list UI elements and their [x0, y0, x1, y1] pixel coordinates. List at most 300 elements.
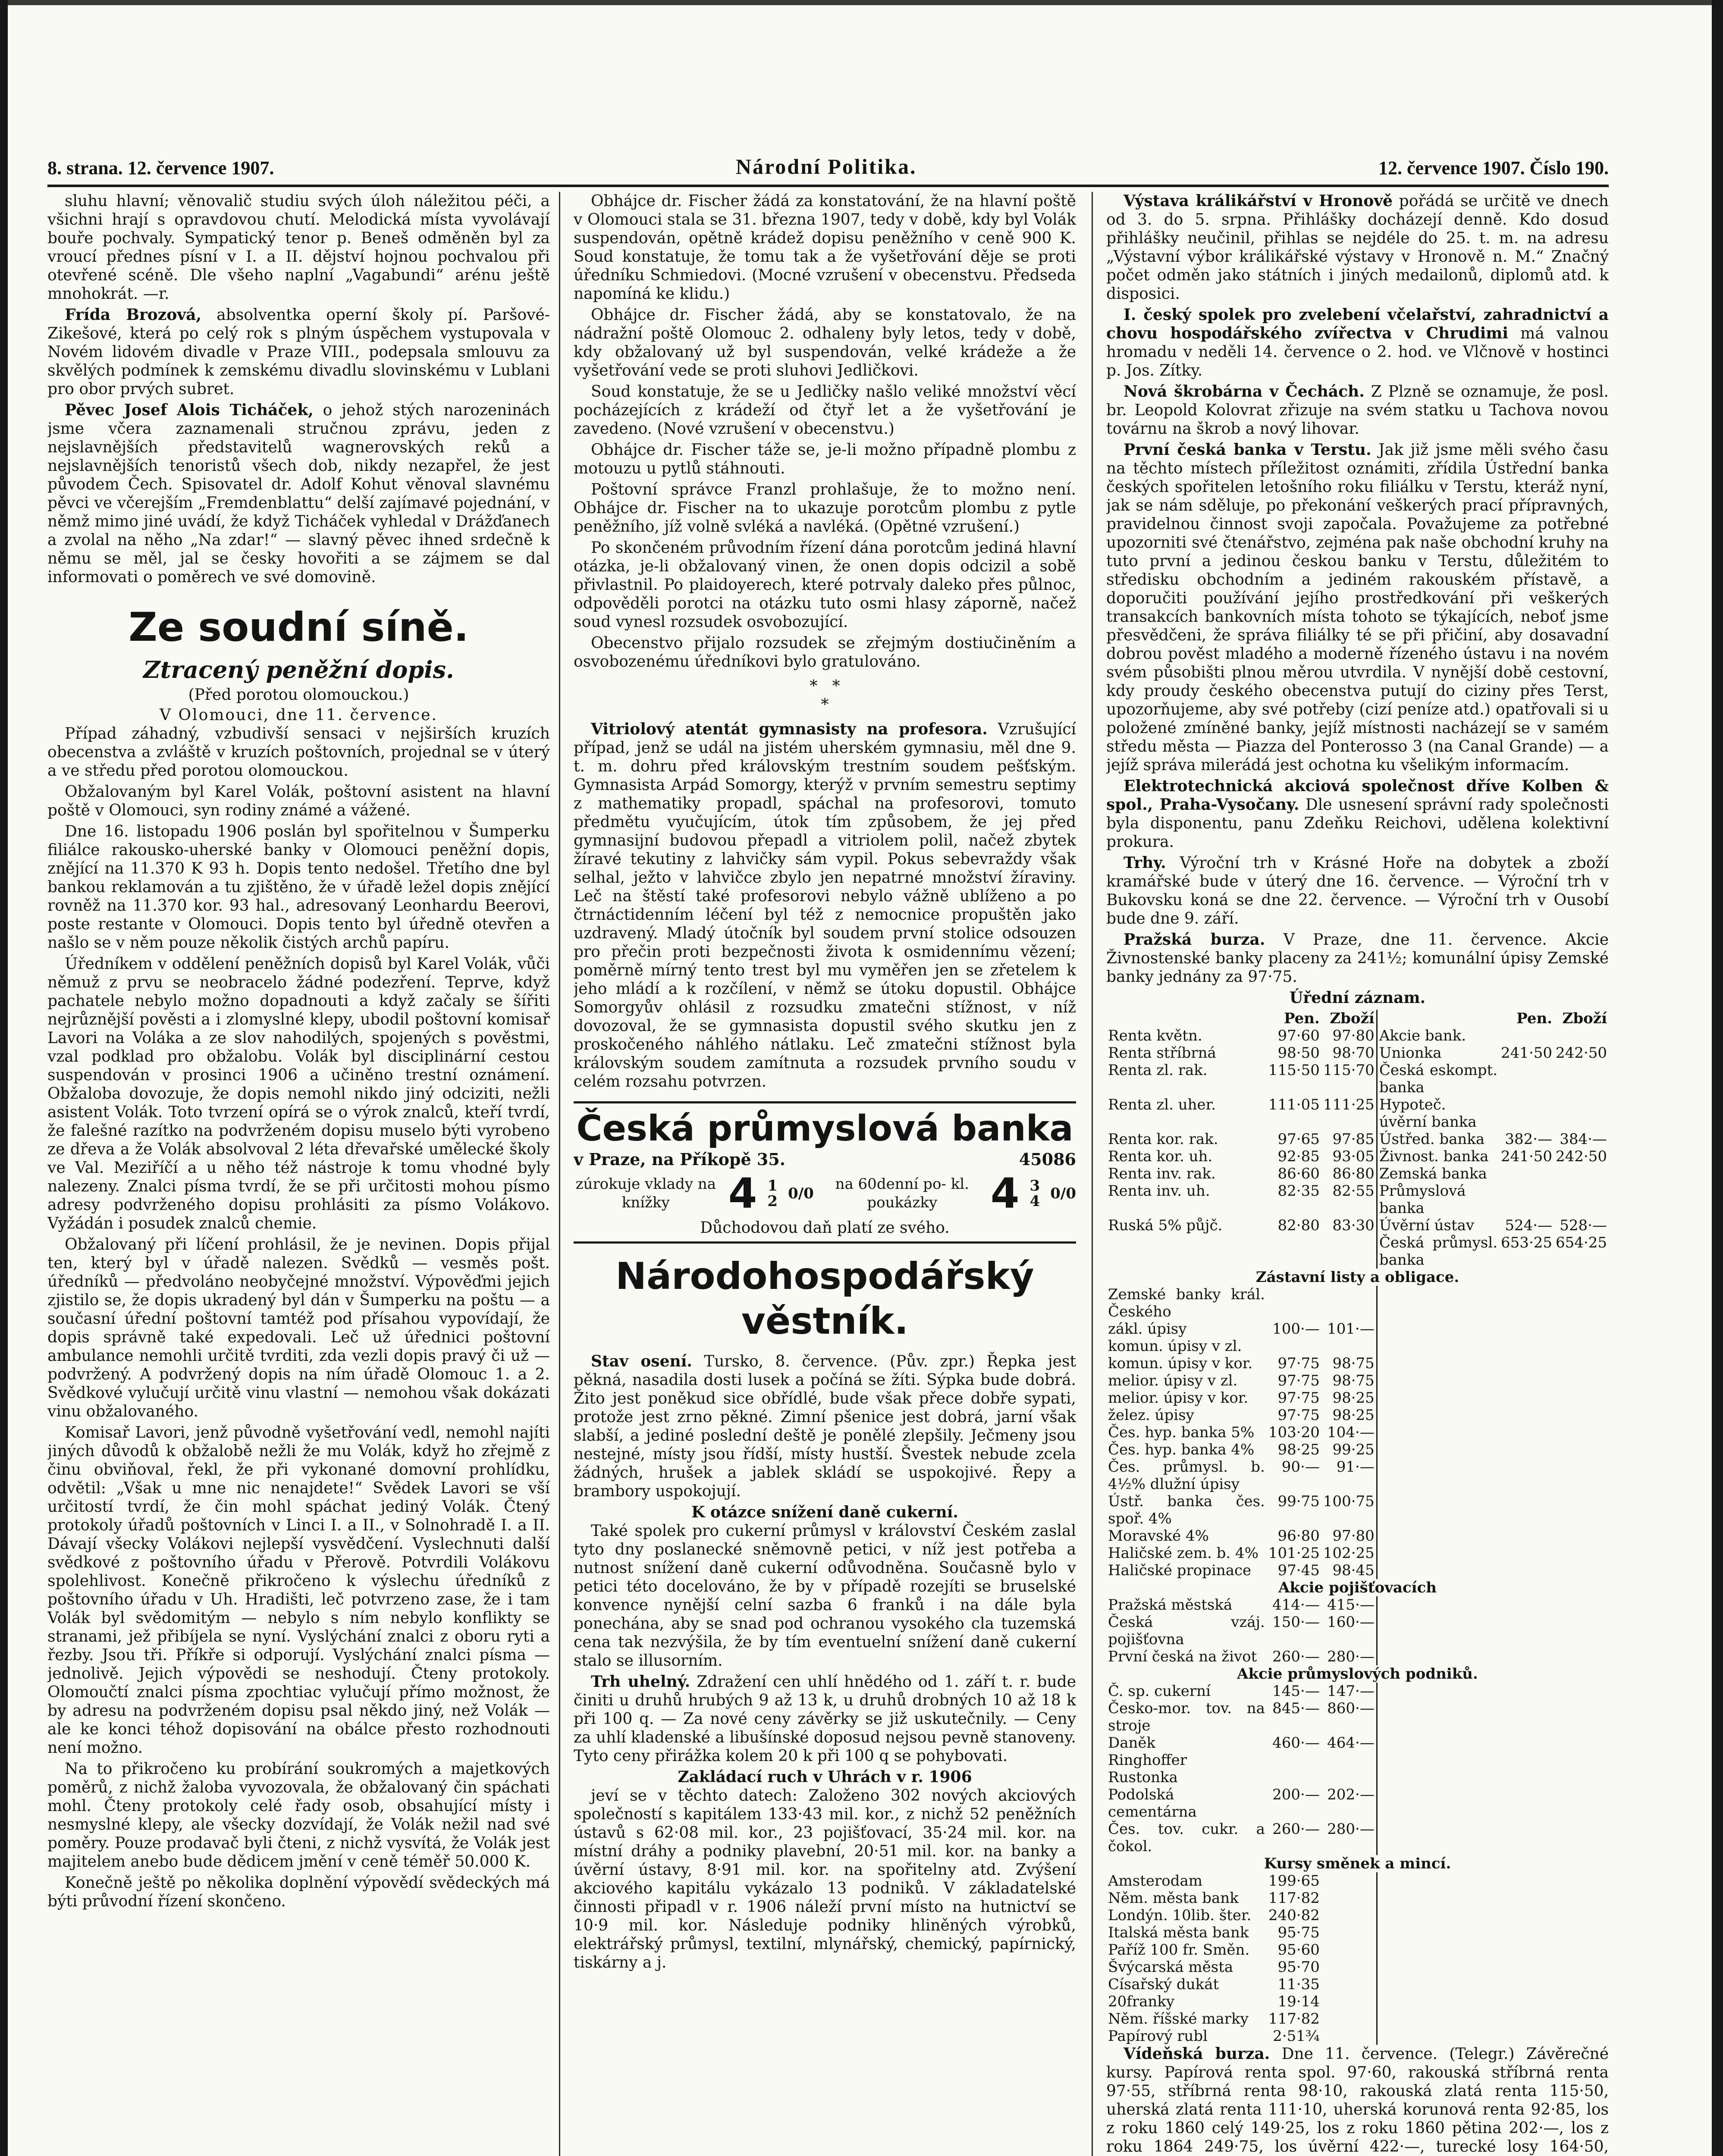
- quotes-header-row: [1106, 1010, 1609, 1027]
- quote-ask: 860·—: [1327, 1700, 1375, 1717]
- article-title-letter: Ztracený peněžní dopis.: [143, 656, 454, 683]
- section-title-economy: Národohospodářský věstník.: [615, 1255, 1034, 1343]
- quote-row: [1106, 1320, 1609, 1338]
- quote-bid: 99·75: [1277, 1493, 1320, 1510]
- quote-empty: [1499, 1683, 1554, 1700]
- quote-ask: 280·—: [1327, 1648, 1375, 1665]
- quote-empty: [1377, 1700, 1499, 1734]
- quote-empty: [1377, 1907, 1499, 1924]
- quote-rate: 2·51¾: [1273, 2028, 1320, 2045]
- quote-ask: 86·80: [1332, 1165, 1375, 1182]
- quote-bid: 524·—: [1505, 1217, 1553, 1234]
- quote-empty: [1321, 1924, 1377, 1941]
- quote-row: [1106, 1458, 1609, 1493]
- quote-row: [1106, 1441, 1609, 1458]
- news-vitriol-text: Vzrušující případ, jenž se udál na jistém uherském gymnasiu, měl dne 9. t. m. dohru před královským trestním soudem pešťským. Gymnasista Arpád Somorgy, kterýž v prvním semestru septimy z mathematiky propadl, spáchal na profesorovi, tomuto předmětu vyučujícím, útok tím způsobem, že jej před gymnasijní budovou přepadl a vitriolem polil, načež zbytek žíravé tekutiny z lahvičky sám vypil. Pokus sebevraždy však selhal, ježto v lahvičce zbylo jen nepatrné množství žíraviny. Leč na štěstí také profesorovi nebylo vážně ublíženo a po čtrnáctidenním léčení byl též z nemocnice propuštěn jako uzdravený. Mladý útočník byl soudem první stolice odsouzen pro přečin proti bezpečnosti života k osmidennímu vězení; poměrně mírný tento trest byl mu vyměřen jen se zřetelem k jeho mládí a k rozčílení, v němž se útoku dopustil. Obhájce Somorgyův ohlásil z rozsudku zmatečni stížnost, v níž dovozoval, že se gymnasista dopustil svého skutku jen z proskočeného náhlého nátlaku. Leč zmatečni stížnost byla královským soudem zamítnuta a rozsudek prvního soudu v celém rozsahu potvrzen.: [574, 721, 1076, 1091]
- quote-empty: [1554, 1683, 1609, 1700]
- quote-row: [1106, 1148, 1609, 1165]
- quote-ask: 160·—: [1327, 1614, 1375, 1631]
- quote-bid: [1267, 1338, 1321, 1355]
- article-paragraph: Soud konstatuje, že se u Jedličky našlo veliké množství věcí pocházejících z krádeží od čtyř let a že vyšetřování je zavedeno. (Nové vzrušení v obecenstvu.): [574, 383, 1076, 438]
- news-beekeeping: [1106, 306, 1609, 380]
- news-starch: [1106, 382, 1609, 438]
- news-harvest: [574, 1352, 1076, 1501]
- quote-row: [1106, 1683, 1609, 1700]
- news-vienna-head: Vídeňská burza.: [1124, 2045, 1270, 2063]
- news-harvest-head: Stav osení.: [591, 1352, 692, 1370]
- quote-ask: 99·25: [1332, 1441, 1375, 1458]
- section-title-court: Ze soudní síně.: [129, 604, 469, 650]
- quote-col-bid: Pen.: [1284, 1010, 1320, 1027]
- quote-row: [1106, 1062, 1609, 1096]
- rate-deposit-label: zúrokuje vklady na knížky: [575, 1175, 716, 1211]
- column-1: [47, 192, 550, 2156]
- quote-empty: [1554, 1821, 1609, 1855]
- bank-ad-address-row: [574, 1150, 1076, 1169]
- quote-ask: 415·—: [1327, 1596, 1375, 1614]
- news-kolben-head: Elektrotechnická akciová společnost dříve Kolben & spol., Praha-Vysočany.: [1106, 777, 1609, 814]
- theatre-review-end: sluhu hlavní; věnovalič studiu svých úloh náležitou péči, a všichni hrají s opravdovou chutí. Melodická místa vyvolávají bouře pochvaly. Sympatický tenor p. Beneš odměněn byl za vroucí přednes písní v I. a II. dějství hojnou pochvalou při otevřené scéně. Dle všeho naplní „Vagabundi“ arénu ještě mnohokrát. —r.: [47, 192, 550, 303]
- quote-name: Ústř. banka čes. spoř. 4%: [1108, 1493, 1265, 1527]
- quote-row: [1106, 1234, 1609, 1269]
- quote-empty: [1377, 1648, 1499, 1665]
- rate-deposit-fraction: [767, 1178, 778, 1209]
- quote-bid: 97·60: [1277, 1027, 1320, 1044]
- quote-row: [1106, 1389, 1609, 1407]
- quote-row: [1106, 1734, 1609, 1752]
- quote-bid: 82·35: [1277, 1182, 1320, 1200]
- quote-bid: 241·50: [1501, 1148, 1553, 1165]
- quote-empty: [1377, 2010, 1499, 2028]
- quote-empty: [1499, 1786, 1554, 1821]
- quotes-table-title: Úřední záznam.: [1289, 989, 1426, 1007]
- quote-empty: [1499, 1424, 1554, 1441]
- quote-row: [1106, 1976, 1609, 1993]
- quote-row: [1106, 1407, 1609, 1424]
- quote-row: [1106, 1752, 1609, 1769]
- quote-col-bid: Pen.: [1516, 1010, 1553, 1027]
- quote-row: [1106, 1596, 1609, 1614]
- quote-empty: [1377, 1959, 1499, 1976]
- quote-bid: 414·—: [1272, 1596, 1320, 1614]
- quote-name: Zemská banka: [1377, 1165, 1499, 1182]
- quote-empty: [1499, 1734, 1554, 1752]
- quote-empty: [1377, 1924, 1499, 1941]
- quotes-section-exchange: [1106, 1855, 1609, 1872]
- quote-bid: 145·—: [1272, 1683, 1320, 1700]
- news-starch-text: Z Plzně se oznamuje, že posl. br. Leopold Kolovrat zřizuje na svém statku u Tachova novou továrnu na škrob a nový lihovar.: [1106, 383, 1609, 438]
- quote-row: [1106, 1562, 1609, 1579]
- quote-bid: 92·85: [1277, 1148, 1320, 1165]
- quote-empty: [1554, 1338, 1609, 1355]
- quote-name: Čes. hyp. banka 5%: [1108, 1424, 1255, 1441]
- quote-bid: 97·75: [1277, 1355, 1320, 1372]
- quote-empty: [1377, 1941, 1499, 1959]
- news-markets: [1106, 854, 1609, 928]
- quote-ask: 280·—: [1327, 1821, 1375, 1838]
- quote-name: Moravské 4%: [1108, 1527, 1209, 1545]
- masthead: Národní Politika.: [735, 154, 917, 179]
- quote-empty: [1554, 1527, 1609, 1545]
- quote-bid: 101·25: [1268, 1545, 1320, 1562]
- quote-empty: [1554, 1458, 1609, 1493]
- quote-bid: 97·45: [1277, 1562, 1320, 1579]
- quote-ask: 91·—: [1336, 1458, 1375, 1476]
- quote-empty: [1321, 1872, 1377, 1890]
- quote-ask: 98·70: [1332, 1044, 1375, 1062]
- quote-bid: 150·—: [1272, 1614, 1320, 1631]
- quote-name: Italská města bank: [1108, 1924, 1249, 1941]
- quote-bid: 96·80: [1277, 1527, 1320, 1545]
- quote-name: Ringhoffer: [1108, 1752, 1187, 1769]
- quote-empty: [1377, 1545, 1499, 1562]
- quote-empty: [1499, 1993, 1554, 2010]
- quote-empty: [1499, 1286, 1554, 1320]
- quote-ask: 97·85: [1332, 1131, 1375, 1148]
- quote-empty: [1377, 1596, 1499, 1614]
- quote-empty: [1377, 1493, 1499, 1527]
- quote-bid: [1499, 1027, 1554, 1044]
- article-paragraph: Obhájce dr. Fischer žádá za konstatování, že na hlavní poště v Olomouci stala se 31. března 1907, tedy v době, kdy byl Volák suspendován, opětně krádež dopisu peněžního v ceně 900 K. Soud konstatuje, že tomu tak a že vyšetřování děje se proti úředníku Schmiedovi. (Mocné vzrušení v obecenstvu. Předseda napomíná ke klidu.): [574, 192, 1076, 303]
- news-markets-text: Výroční trh v Krásné Hoře na dobytek a zboží kramářské bude v úterý dne 16. července. — Výroční trh v Bukovsku koná se dne 22. července. — Výroční trh v Ousobí bude dne 9. září.: [1106, 854, 1609, 928]
- quote-empty: [1499, 2028, 1554, 2045]
- news-prague-head: Pražská burza.: [1124, 931, 1265, 949]
- news-tichacek: [47, 401, 550, 586]
- quote-row: [1106, 1182, 1609, 1217]
- quote-empty: [1499, 1441, 1554, 1458]
- quote-name: zákl. úpisy: [1108, 1320, 1187, 1338]
- quote-row: [1106, 1527, 1609, 1545]
- quote-rate: 95·60: [1277, 1941, 1320, 1959]
- quote-empty: [1377, 1769, 1499, 1786]
- quote-row: [1106, 1924, 1609, 1941]
- quote-empty: [1499, 1389, 1554, 1407]
- quote-name: Něm. říšské marky: [1108, 2010, 1249, 2028]
- news-kolben-text: Dle usnesení správní rady společnosti byla disponentu, panu Zdeňku Reichovi, udělena kolektivní prokura.: [1106, 796, 1609, 851]
- news-hungary-text: jeví se v těchto datech: Založeno 302 nových akciových společností s kapitálem 133·43 mil. kor., z nichž 52 peněžních ústavů s 62·08 mil. kor., 23 pojišťovací, 35·24 mil. kor. na místní dráhy a podniky plavební, 20·51 mil. kor. na banky a úvěrní ústavy, 8·91 mil. kor. na spořitelny atd. Zvýšení akciového kapitálu vykázalo 13 podniků. V základatelské činnosti připadl v r. 1906 náleží první místo na hutnictví se 10·9 mil. kor. Následuje podniky hliněných výrobků, elektrářský průmysl, textilní, mlynářský, chemický, papírnický, tiskárny a j.: [574, 1787, 1076, 1971]
- quote-row: [1106, 1769, 1609, 1786]
- quote-empty: [1554, 1562, 1609, 1579]
- quote-empty: [1554, 1872, 1609, 1890]
- quote-ask: 384·—: [1560, 1131, 1607, 1148]
- quote-row: [1106, 1165, 1609, 1182]
- quote-row: [1106, 1131, 1609, 1148]
- percent-sign: 0/0: [788, 1185, 814, 1202]
- quote-bid: 98·25: [1277, 1441, 1320, 1458]
- quote-empty: [1554, 1389, 1609, 1407]
- quote-bid: [1267, 1769, 1321, 1786]
- quote-empty: [1377, 1527, 1499, 1545]
- quote-name: První česká na život: [1108, 1648, 1257, 1665]
- quote-ask: 202·—: [1327, 1786, 1375, 1803]
- news-beekeeping-text: má valnou hromadu v neděli 14. července o 2. hod. ve Vlčnově v hostinci p. Jos. Zítky.: [1106, 325, 1609, 379]
- quote-empty: [1554, 1545, 1609, 1562]
- quote-empty: [1499, 1355, 1554, 1372]
- quote-row: [1106, 1907, 1609, 1924]
- quote-name: Něm. města bank: [1108, 1890, 1239, 1907]
- quote-bid: 97·75: [1277, 1389, 1320, 1407]
- quote-empty: [1554, 1993, 1609, 2010]
- fraction-denominator: 4: [1029, 1193, 1040, 1210]
- quote-ask: 100·75: [1323, 1493, 1375, 1510]
- article-paragraph: Obžalovaný při líčení prohlásil, že je nevinen. Dopis přijal ten, který byl v úřadě nalezen. Svědků — vesměs pošt. úředníků — předvoláno neobyčejné množství. Výpověďmi jejich zjistilo se, že dopis ukradený byl dán v Šumperku na poštu — a současní úřední poštovní tamtéž pod přísahou vypovídají, že dopis správně také expedovali. Leč už úřednici poštovní ambulance nemohli určitě tvrditi, zda vezli dopis pravý či už — podvržený. A podvržený dopis na ním úřadě Olomouc 1. a 2. Svědkové vylučují určitě vinu vlastní — nemohou však dokázati vinu obžalovaného.: [47, 1236, 550, 1420]
- quote-ask: 82·55: [1332, 1182, 1375, 1200]
- news-vitriol-head: Vitriolový atentát gymnasisty na profesora.: [591, 720, 988, 738]
- news-trieste-bank: [1106, 441, 1609, 774]
- news-markets-head: Trhy.: [1124, 854, 1166, 872]
- quote-rate: 95·70: [1277, 1959, 1320, 1976]
- news-hungary-head: Zakládací ruch v Uhrách v r. 1906: [678, 1768, 972, 1786]
- quote-empty: [1377, 1338, 1499, 1355]
- bank-ad-address: v Praze, na Příkopě 35.: [574, 1150, 786, 1169]
- quote-bid: 241·50: [1501, 1044, 1553, 1062]
- quote-name: Unionka: [1377, 1044, 1499, 1062]
- quote-name: Podolská cementárna: [1108, 1786, 1197, 1821]
- percent-sign: 0/0: [1050, 1185, 1076, 1202]
- quote-bid: 97·65: [1277, 1131, 1320, 1148]
- quote-row: [1106, 1545, 1609, 1562]
- quote-empty: [1499, 1545, 1554, 1562]
- quote-empty: [1554, 1407, 1609, 1424]
- quote-empty: [1554, 1924, 1609, 1941]
- quote-empty: [1499, 1872, 1554, 1890]
- quote-name: Amsterodam: [1108, 1872, 1203, 1890]
- quote-col-name: [1106, 1010, 1267, 1027]
- quote-empty: [1377, 1389, 1499, 1407]
- quote-empty: [1377, 1786, 1499, 1821]
- quote-col-name: [1377, 1010, 1499, 1027]
- quote-name: Renta inv. rak.: [1108, 1165, 1216, 1182]
- rate-voucher-label: na 60denní po- kl. poukázky: [835, 1175, 969, 1211]
- quote-bid: 97·75: [1277, 1407, 1320, 1424]
- column-3: [1106, 192, 1609, 2156]
- quote-empty: [1554, 1320, 1609, 1338]
- quote-name: Pražská městská: [1108, 1596, 1233, 1614]
- quote-empty: [1499, 1458, 1554, 1493]
- quote-bid: [1499, 1096, 1554, 1131]
- quote-row: [1106, 1355, 1609, 1372]
- quotes-section-exchange-cell: Kursy směnek a mincí.: [1264, 1855, 1451, 1872]
- quote-row: [1106, 1614, 1609, 1648]
- article-paragraph: Komisař Lavori, jenž původně vyšetřování vedl, nemohl najíti jiných důvodů k obžalobě nežli že mu Volák, když ho zřejmě z činu obviňoval, řekl, že při vykonané domovní prohlídku, odvětil: „Však u mne nic nenajdete!“ Svědek Lavori se vší určitostí tvrdí, že čin mohl spáchat jediný Volák. Čtený protokoly úřadů poštovních v Linci I. a II., v Solnohradě I. a II. Dávají všecky Volákovi nejlepší vysvědčení. Vyslechnuti další svědkové z poštovního úřadu v Přerově. Potvrdili Volákovu spolehlivost. Konečně přikročeno k výslechu úředníků z poštovního úřadu v Uh. Hradišti, leč potvrzeno zase, že i tam Volák byl svědomitým — nebylo s ním nebylo konflikty se stranami, jež přibíjela se nyní. Vyslýchání znalci z oboru ryti a řezby. Jsou tři. Příkře si odporují. Vyslýchání znalci písma — jednolivě. Jejich výpovědi se neshodují. Čteny protokoly. Olomoučtí znalci písma zpochtiac vylučují přímo možnost, že by adresu na podvrženém dopisu psal někdo jiný, než Volák — ale ke konci téhož dopisování na obálce přesto rozhodnouti není možno.: [47, 1424, 550, 1757]
- quote-empty: [1554, 1493, 1609, 1527]
- quote-ask: [1321, 1769, 1377, 1786]
- quote-name: melior. úpisy v kor.: [1108, 1389, 1249, 1407]
- quote-empty: [1377, 1614, 1499, 1648]
- quote-empty: [1554, 1614, 1609, 1648]
- quote-row: [1106, 1890, 1609, 1907]
- scan-top-border: [0, 0, 1723, 5]
- article-paragraph: Konečně ještě po několika doplnění výpovědí svědeckých má býti průvodní řízení skončeno.: [47, 1874, 550, 1910]
- quote-row: [1106, 1821, 1609, 1855]
- quote-bid: 103·20: [1268, 1424, 1320, 1441]
- quote-name: Hypoteč. úvěrní banka: [1377, 1096, 1499, 1131]
- quote-empty: [1499, 1959, 1554, 1976]
- quote-bid: 82·80: [1277, 1217, 1320, 1234]
- quote-name: Česko-mor. tov. na stroje: [1108, 1700, 1265, 1734]
- quote-row: [1106, 1096, 1609, 1131]
- quote-bid: 260·—: [1272, 1821, 1320, 1838]
- quote-bid: [1499, 1182, 1554, 1217]
- news-sugar-tax-text: Také spolek pro cukerní průmysl v království Českém zaslal tyto dny poslanecké sněmovně petici, v níž jest potřeba a nutnost snížení daně cukerní odůvodněna. Současně bylo v petici této docelováno, že by v případě rozejíti se bruselské konvence nynější celní sazba 6 franků i na dále byla ponechána, aby se snad pod ochranou vysokého cla tuzemská cena tak nezvýšila, že by tím eventuelní snížení daně cukerní stalo se illusorním.: [574, 1522, 1076, 1670]
- quote-empty: [1499, 1941, 1554, 1959]
- quote-empty: [1554, 1355, 1609, 1372]
- news-vienna-exchange: [1106, 2045, 1609, 2156]
- news-trieste-head: První česká banka v Terstu.: [1124, 441, 1371, 459]
- news-starch-head: Nová škrobárna v Čechách.: [1124, 382, 1365, 401]
- quote-ask: 97·80: [1332, 1527, 1375, 1545]
- quotes-section-industry-cell: Akcie průmyslových podniků.: [1237, 1665, 1478, 1683]
- quote-ask: 93·05: [1332, 1148, 1375, 1165]
- quote-ask: 528·—: [1560, 1217, 1607, 1234]
- quote-bid: [1267, 1234, 1321, 1269]
- news-rabbit-text: pořádá se určitě ve dnech od 3. do 5. srpna. Přihlášky docházejí denně. Kdo dosud přihlášky neučinil, přihlas se nejdéle do 25. t. m. na adresu „Výstavní výbor králikářské výstavy v Hronově n. M.“ Značný počet odměn jako státních i jiných medailonů, diplomů atd. k disposici.: [1106, 192, 1609, 303]
- quote-empty: [1377, 1320, 1499, 1338]
- quote-bid: [1267, 1752, 1321, 1769]
- article-paragraph: Případ záhadný, vzbudivší sensaci v nejširších kruzích obecenstva a zvláště v kruzích poštovních, projednal se v úterý a ve středu před porotou olomouckou.: [47, 725, 550, 780]
- quote-name: Česká vzáj. pojišťovna: [1108, 1614, 1265, 1648]
- quote-bid: 90·—: [1281, 1458, 1320, 1476]
- quote-empty: [1554, 1890, 1609, 1907]
- quote-ask: 102·25: [1323, 1545, 1375, 1562]
- quote-empty: [1321, 2028, 1377, 2045]
- quote-bid: 460·—: [1272, 1734, 1320, 1752]
- quote-rate: 199·65: [1268, 1872, 1320, 1890]
- quote-empty: [1554, 1976, 1609, 1993]
- quote-row: [1106, 1044, 1609, 1062]
- article-paragraph: Obhájce dr. Fischer táže se, je-li možno případně plombu z motouzu u pytlů stáhnouti.: [574, 441, 1076, 477]
- quote-ask: 464·—: [1327, 1734, 1375, 1752]
- quote-bid: 111·05: [1268, 1096, 1320, 1113]
- column-2: [574, 192, 1076, 2156]
- quote-ask: 147·—: [1327, 1683, 1375, 1700]
- quote-empty: [1377, 1993, 1499, 2010]
- quote-bid: [1267, 1286, 1321, 1320]
- article-paragraph: Obhájce dr. Fischer žádá, aby se konstatovalo, že na nádražní poště Olomouc 2. odhaleny byly letos, tedy v době, kdy obžalovaný už byl suspendován, velké krádeže a že vyšetřování vede se proti sluhovi Jedličkovi.: [574, 306, 1076, 379]
- quote-empty: [1377, 1872, 1499, 1890]
- quote-bid: 653·25: [1501, 1234, 1553, 1251]
- article-subtitle: (Před porotou olomouckou.): [188, 686, 409, 704]
- quote-rate: 117·82: [1268, 2010, 1320, 2028]
- quote-empty: [1554, 1941, 1609, 1959]
- news-rabbit-show: [1106, 192, 1609, 303]
- quote-empty: [1499, 1890, 1554, 1907]
- quote-empty: [1321, 1890, 1377, 1907]
- quote-rate: 117·82: [1268, 1890, 1320, 1907]
- fraction-denominator: 2: [767, 1193, 778, 1210]
- quote-empty: [1377, 1976, 1499, 1993]
- article-paragraph: Na to přikročeno ku probírání soukromých a majetkových poměrů, z nichž žaloba vyvozovala, že obžalovaný čin spáchati mohl. Čteny protokoly celé řady osob, obsahující místy i nesmyslné klepy, ale všecky dozvídají, že Volák nežil nad své poměry. Pouze prodavač byli čteni, z nichž vysvítá, že Volák jest majitelem anebo bude dědicem jmění v ceně téměř 50.000 K.: [47, 1760, 550, 1871]
- news-brozova: [47, 306, 550, 398]
- quote-empty: [1499, 2010, 1554, 2028]
- quote-rate: 11·35: [1277, 1976, 1320, 1993]
- quote-ask: [1554, 1182, 1609, 1217]
- quote-col-ask: Zboží: [1562, 1010, 1607, 1027]
- quote-name: Renta zl. uher.: [1108, 1096, 1216, 1113]
- quote-name: Daněk: [1108, 1734, 1156, 1752]
- quote-empty: [1554, 1286, 1609, 1320]
- quote-ask: 98·75: [1332, 1372, 1375, 1389]
- fraction-numerator: 3: [1029, 1177, 1040, 1194]
- quote-name: Čes. tov. cukr. a čokol.: [1108, 1821, 1265, 1855]
- news-coal-head: Trh uhelný.: [591, 1673, 690, 1691]
- quote-name: Česká eskompt. banka: [1377, 1062, 1499, 1096]
- news-vienna-text: Dne 11. července. (Telegr.) Závěrečné kursy. Papírová renta spol. 97·60, rakouská stříbrná renta 97·55, stříbrná renta 98·10, rakouská zlatá renta 115·50, uherská zlatá renta 111·10, uherská korunová renta 92·85, los z roku 1860 celý 149·25, los z roku 1860 pětina 202·—, los z roku 1864 249·75, los úvěrní 422·—, turecké losy 164·50,: [1106, 2045, 1609, 2156]
- quote-empty: [1499, 1407, 1554, 1424]
- article-paragraph: Poštovní správce Franzl prohlašuje, že to možno není. Obhájce dr. Fischer na to ukazuje porotcům plombu z pytle peněžního, jíž volně svléká a navléká. (Opětné vzrušení.): [574, 481, 1076, 536]
- quote-empty: [1321, 1993, 1377, 2010]
- bank-ad-note: Důchodovou daň platí ze svého.: [700, 1219, 950, 1237]
- quote-name: Česká průmysl. banka: [1377, 1234, 1499, 1269]
- news-coal-text: Zdražení cen uhlí hnědého od 1. září t. r. bude činiti u druhů hrubých 9 až 13 k, u druhů drobných 10 až 18 k při 100 q. — Za nové ceny závěrky se již uskutečnily. — Ceny za uhlí kladenské a libušínské doposud nejsou pevně stanoveny. Tyto ceny přirážka kolem 20 k při 100 q se pohybovati.: [574, 1673, 1076, 1765]
- news-prague-text: V Praze, dne 11. července. Akcie Živnostenské banky placeny za 241½; komunální úpisy Zemské banky jednány za 97·75.: [1106, 931, 1609, 986]
- quote-bid: [1499, 1165, 1554, 1182]
- quote-name: Švýcarská města: [1108, 1959, 1233, 1976]
- quote-name: Haličské zem. b. 4%: [1108, 1545, 1259, 1562]
- quote-row: [1106, 1786, 1609, 1821]
- quote-empty: [1499, 1372, 1554, 1389]
- news-prague-exchange: [1106, 931, 1609, 986]
- quote-empty: [1377, 1407, 1499, 1424]
- news-rabbit-head: Výstava králikářství v Hronově: [1124, 192, 1393, 210]
- quote-empty: [1499, 1924, 1554, 1941]
- quote-bid: 382·—: [1505, 1131, 1553, 1148]
- quote-name: Renta květn.: [1108, 1027, 1202, 1044]
- quote-ask: 98·25: [1332, 1407, 1375, 1424]
- quote-name: Akcie bank.: [1377, 1027, 1499, 1044]
- quote-empty: [1377, 1752, 1499, 1769]
- header-right: 12. července 1907. Číslo 190.: [1378, 157, 1609, 179]
- quote-row: [1106, 1338, 1609, 1355]
- quote-empty: [1554, 1752, 1609, 1769]
- quote-row: [1106, 1700, 1609, 1734]
- quote-row: [1106, 1941, 1609, 1959]
- news-tichacek-head: Pěvec Josef Alois Ticháček,: [65, 401, 314, 419]
- quote-empty: [1321, 1976, 1377, 1993]
- quote-empty: [1554, 1648, 1609, 1665]
- quote-bid: 100·—: [1272, 1320, 1320, 1338]
- quote-name: Čes. průmysl. b. 4½% dlužní úpisy: [1108, 1458, 1265, 1493]
- quote-ask: 98·25: [1332, 1389, 1375, 1407]
- news-vitriol: [574, 720, 1076, 1091]
- quote-row: [1106, 2010, 1609, 2028]
- quote-row: [1106, 1424, 1609, 1441]
- quote-row: [1106, 1493, 1609, 1527]
- fraction-numerator: 1: [767, 1177, 778, 1194]
- news-harvest-text: Tursko, 8. července. (Pův. zpr.) Řepka jest pěkná, nasadila dosti lusek a počíná se žíti. Sýpka bude dobrá. Žito jest poněkud sice obřídlé, bude však přece dobře sypati, protože jest zrno pěkné. Zimní pšenice jest dobrá, jarní však slabší, a jediné poslední deště je ponělé zlepšily. Ječmeny jsou nestejné, místy jsou řídší, místy hustší. Švestek nebude zcela žádných, hrušek a jablek skládí se uspokojivé. Řepy a brambory uspokojují.: [574, 1353, 1076, 1500]
- quotes-section-insurance: [1106, 1579, 1609, 1596]
- quote-empty: [1377, 1424, 1499, 1441]
- quote-ask: 111·25: [1323, 1096, 1375, 1113]
- article-paragraph: Dne 16. listopadu 1906 poslán byl spořitelnou v Šumperku filiálce rakousko-uherské banky v Olomouci peněžní dopis, znějící na 11.370 K 93 h. Dopis tento nedošel. Třetího dne byl bankou reklamován a tu zjištěno, že v úřadě ležel dopis znějící rovněž na 11.370 kor. 93 hal., adresovaný Leonhardu Beerovi, poste restante v Olomouci. Dopis tento byl úředně otevřen a našlo se v něm pouze několik čistých archů papíru.: [47, 823, 550, 952]
- quote-ask: [1321, 1752, 1377, 1769]
- quote-ask: 83·30: [1332, 1217, 1375, 1234]
- quote-empty: [1554, 1907, 1609, 1924]
- quote-ask: [1554, 1027, 1609, 1044]
- quote-empty: [1554, 1596, 1609, 1614]
- quote-empty: [1554, 1700, 1609, 1734]
- quote-empty: [1377, 1734, 1499, 1752]
- quote-empty: [1554, 2028, 1609, 2045]
- quote-name: Renta inv. uh.: [1108, 1182, 1210, 1200]
- quote-empty: [1554, 1959, 1609, 1976]
- quote-ask: [1321, 1286, 1377, 1320]
- quote-name: komun. úpisy v zl.: [1108, 1338, 1242, 1355]
- scan-left-border: [0, 0, 8, 2156]
- quote-empty: [1377, 1355, 1499, 1372]
- quote-empty: [1499, 1338, 1554, 1355]
- quotes-section-bonds: [1106, 1269, 1609, 1286]
